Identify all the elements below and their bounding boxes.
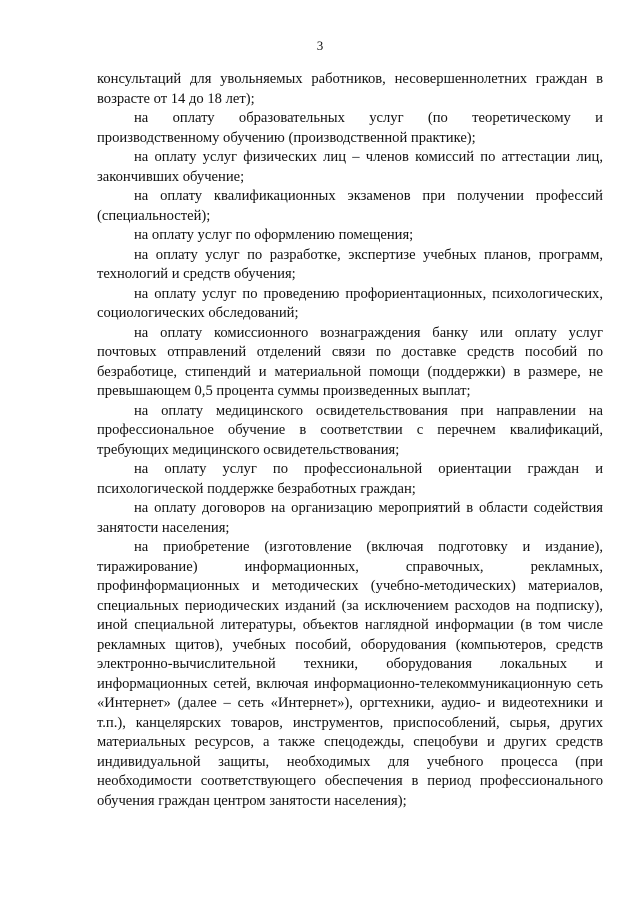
paragraph: на оплату медицинского освидетельствования при направлении на профессиональное обучение в соответствии с перечнем квалификаций, требующих медицинского освидетельствования; xyxy=(97,402,603,458)
document-body xyxy=(97,70,603,811)
paragraph: на оплату услуг по оформлению помещения; xyxy=(134,227,414,243)
paragraph: на оплату услуг физических лиц – членов комиссий по аттестации лиц, закончивших обучение; xyxy=(97,149,603,185)
paragraph: на оплату услуг по разработке, экспертизе учебных планов, программ, технологий и средств обучения; xyxy=(97,246,603,282)
paragraph: на оплату образовательных услуг (по теоретическому и производственному обучению (производственной практике); xyxy=(97,110,603,146)
paragraph: на приобретение (изготовление (включая подготовку и издание), тиражирование) информационных, справочных, рекламных, профинформационных и методических (учебно-методических) материалов, специальных периодических изданий (за исключением расходов на подписку), иной специальной литературы, объектов наглядной информации (в том числе рекламных щитов), учебных пособий, оборудования (компьютеров, средств электронно-вычислительной техники, оборудования локальных и информационных сетей, включая информационно-телекоммуникационную сеть «Интернет» (далее – сеть «Интернет»), оргтехники, аудио- и видеотехники и т.п.), канцелярских товаров, инструментов, приспособлений, сырья, других материальных ресурсов, а также спецодежды, спецобуви и других средств индивидуальной защиты, необходимых для учебного процесса (при необходимости соответствующего обеспечения в период профессионального обучения граждан центром занятости населения); xyxy=(97,539,603,809)
paragraph: на оплату услуг по профессиональной ориентации граждан и психологической поддержке безработных граждан; xyxy=(97,461,603,497)
paragraph: на оплату квалификационных экзаменов при получении профессий (специальностей); xyxy=(97,188,603,224)
paragraph: на оплату услуг по проведению профориентационных, психологических, социологических обследований; xyxy=(97,285,603,321)
paragraph: на оплату комиссионного вознаграждения банку или оплату услуг почтовых отправлений отделений связи по доставке средств пособий по безработице, стипендий и материальной помощи (поддержки) в размере, не превышающем 0,5 процента суммы произведенных выплат; xyxy=(97,324,603,399)
paragraph: на оплату договоров на организацию мероприятий в области содействия занятости населения; xyxy=(97,500,603,536)
paragraph: консультаций для увольняемых работников, несовершеннолетних граждан в возрасте от 14 до 18 лет); xyxy=(97,71,603,107)
page-number: 3 xyxy=(316,38,324,53)
